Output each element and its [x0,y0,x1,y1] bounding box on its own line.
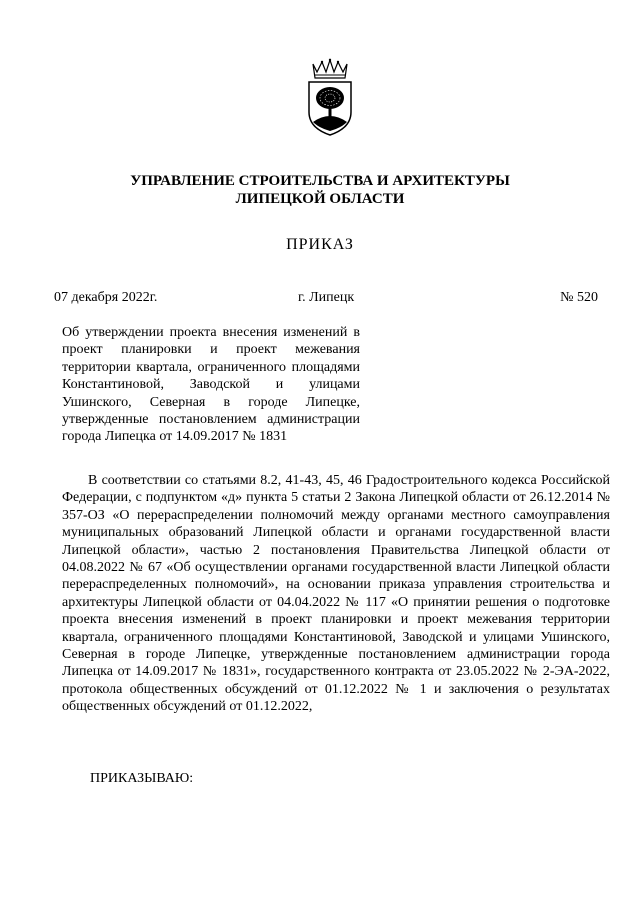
document-body-paragraph: В соответствии со статьями 8.2, 41-43, 45, 46 Градостроительного кодекса Российской Федерации, с подпунктом «д» пункта 5 статьи 2 Закона Липецкой области от 26.12.2014 № 357-ОЗ «О перераспределении полномочий между органами местного самоуправления муниципальных образований Липецкой области и органами государственной власти Липецкой области», частью 2 постановления Правительства Липецкой области от 04.08.2022 № 67 «Об осуществлении органами государственной власти Липецкой области перераспределенных полномочий», на основании приказа управления строительства и архитектуры Липецкой области от 04.04.2022 № 117 «О принятии решения о подготовке проекта внесения изменений в проект планировки и проект межевания территории квартала, ограниченного площадями Константиновой, Заводской и улицами Ушинского, Северная в городе Липецке, утвержденные постановлением администрации города Липецка от 14.09.2017 № 1831», государственного контракта от 23.05.2022 № 2-ЭА-2022, протокола общественных обсуждений от 01.12.2022 № 1 и заключения о результатах общественных обсуждений от 01.12.2022, [62,473,610,715]
document-subject: Об утверждении проекта внесения изменений в проект планировки и проект межевания территории квартала, ограниченного площадями Константиновой, Заводской и улицами Ушинского, Северная в городе Липецке, утвержденные постановлением администрации города Липецка от 14.09.2017 № 1831 [62,325,360,445]
document-city: г. Липецк [298,290,355,305]
order-word: ПРИКАЗЫВАЮ: [90,771,194,786]
organization-name-line-2: ЛИПЕЦКОЙ ОБЛАСТИ [235,191,405,207]
organization-name [0,172,640,208]
organization-name-line-1: УПРАВЛЕНИЕ СТРОИТЕЛЬСТВА И АРХИТЕКТУРЫ [130,173,510,189]
lipetsk-coat-of-arms-icon [301,58,359,138]
document-number: № 520 [560,290,598,305]
document-type: ПРИКАЗ [286,236,354,253]
document-date: 07 декабря 2022г. [54,290,158,305]
